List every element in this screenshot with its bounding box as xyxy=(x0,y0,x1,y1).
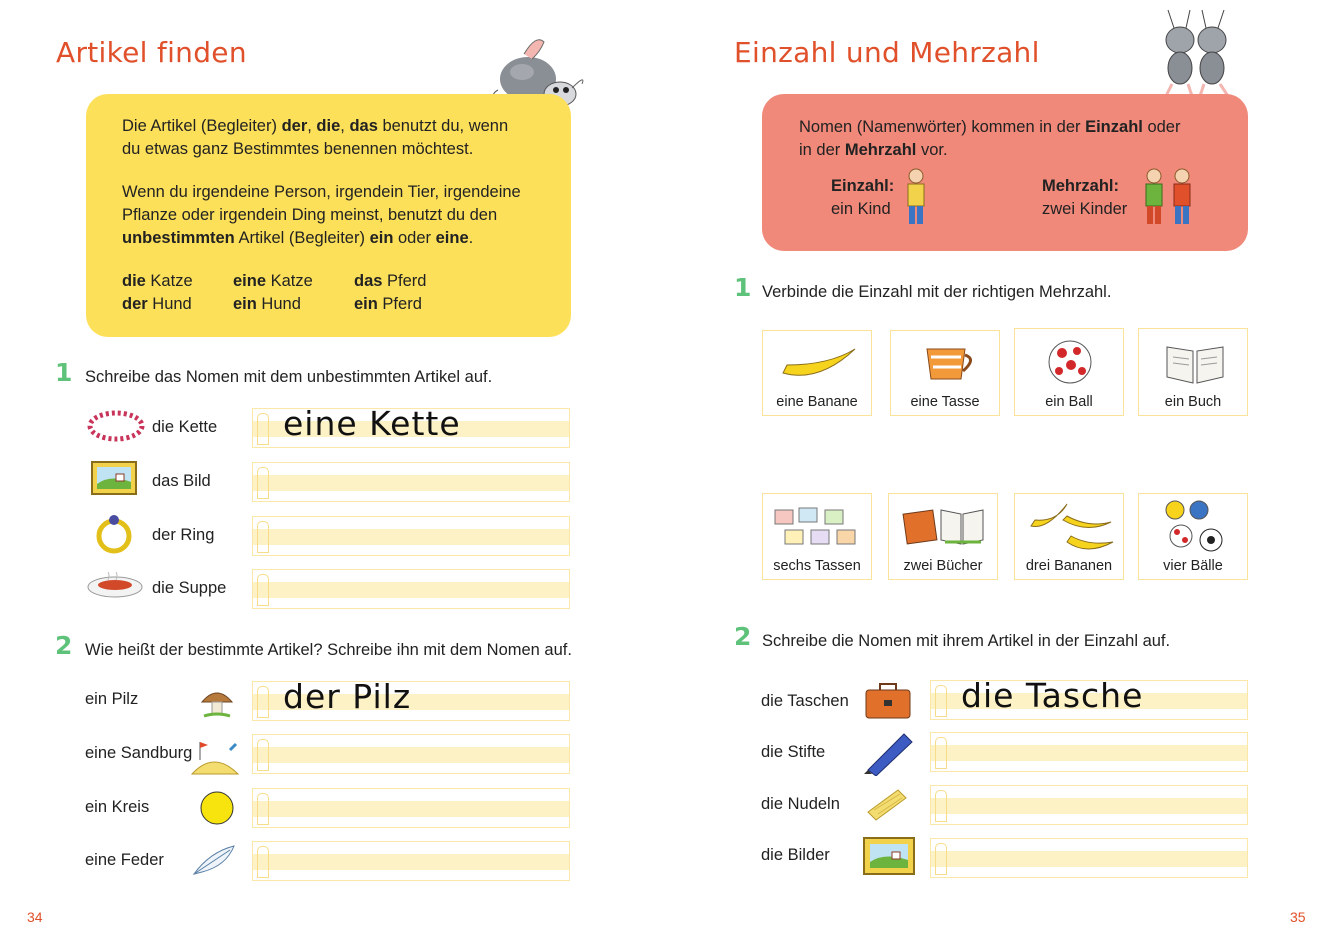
noun-item: eine Feder xyxy=(85,851,164,869)
example-noun: Pferd xyxy=(377,295,422,313)
info-text: oder xyxy=(1142,118,1181,136)
writing-line[interactable] xyxy=(930,785,1248,825)
noun-item: eine Sandburg xyxy=(85,744,193,762)
example-noun: Hund xyxy=(256,295,301,313)
writing-line[interactable] xyxy=(252,841,570,881)
right-page-title: Einzahl und Mehrzahl xyxy=(734,36,1040,69)
example-article: das xyxy=(354,272,383,290)
article-der: der xyxy=(281,117,308,135)
picture-frame-icon xyxy=(90,460,138,496)
task-number: 2 xyxy=(734,622,752,651)
info-text: in der xyxy=(799,141,845,159)
writing-line[interactable] xyxy=(252,516,570,556)
number-info-box xyxy=(762,94,1248,251)
writing-line[interactable] xyxy=(930,838,1248,878)
example-article: eine xyxy=(233,272,267,290)
example-article: ein xyxy=(354,295,378,313)
info-text: Artikel (Begleiter) xyxy=(234,229,370,247)
banana-icon xyxy=(779,343,859,383)
info-text: oder xyxy=(393,229,436,247)
card-label: zwei Bücher xyxy=(903,558,983,574)
example-article: die xyxy=(122,272,146,290)
singular-example xyxy=(831,175,894,221)
cups-icon xyxy=(771,504,867,550)
book-icon xyxy=(1163,341,1227,385)
writing-line[interactable] xyxy=(930,676,1248,720)
pen-icon xyxy=(862,728,916,776)
example-article: ein xyxy=(233,295,257,313)
card-singular[interactable] xyxy=(890,330,1000,416)
card-label: ein Ball xyxy=(1045,394,1093,410)
writing-line[interactable] xyxy=(252,734,570,774)
info-text: . xyxy=(468,229,474,247)
task-instruction: Wie heißt der bestimmte Artikel? Schreibe ihn mit dem Nomen auf. xyxy=(85,641,572,659)
noun-item: ein Kreis xyxy=(85,798,150,816)
writing-line[interactable] xyxy=(252,462,570,502)
info-text: Pflanze oder irgendein Ding meinst, benutzt du den xyxy=(122,206,498,224)
necklace-icon xyxy=(86,407,146,445)
noun-item: die Stifte xyxy=(761,743,826,761)
info-text: vor. xyxy=(916,141,948,159)
task-number: 1 xyxy=(734,273,752,302)
noun-item: die Suppe xyxy=(152,579,227,597)
page-number-left: 34 xyxy=(27,909,43,925)
card-plural[interactable] xyxy=(1014,493,1124,580)
plural-label: Mehrzahl: xyxy=(1042,177,1120,195)
singular-example-text: ein Kind xyxy=(831,200,891,218)
mushroom-icon xyxy=(198,684,236,720)
card-label: sechs Tassen xyxy=(773,558,861,574)
info-bold: unbestimmten xyxy=(122,229,235,247)
bananas-icon xyxy=(1027,500,1115,556)
card-plural[interactable] xyxy=(888,493,998,580)
ball-icon xyxy=(1047,339,1093,385)
card-label: eine Tasse xyxy=(910,394,980,410)
singular-label: Einzahl: xyxy=(831,177,895,195)
article-info-box xyxy=(86,94,571,337)
info-text: du etwas ganz Bestimmtes benennen möchtest. xyxy=(122,140,474,158)
info-paragraph-1 xyxy=(122,115,562,161)
card-singular[interactable] xyxy=(1014,328,1124,416)
picture-frame-icon xyxy=(862,836,916,876)
info-text: , xyxy=(340,117,350,135)
example-noun: Hund xyxy=(147,295,192,313)
info-paragraph-2 xyxy=(122,181,562,250)
books-icon xyxy=(901,504,987,548)
example-noun: Pferd xyxy=(382,272,427,290)
info-text: Die Artikel (Begleiter) xyxy=(122,117,282,135)
feather-icon xyxy=(190,842,238,878)
article-die: die xyxy=(316,117,341,135)
noun-item: der Ring xyxy=(152,526,215,544)
info-bold: Einzahl xyxy=(1085,118,1143,136)
writing-line[interactable] xyxy=(252,788,570,828)
info-paragraph xyxy=(799,116,1239,162)
task-instruction: Schreibe das Nomen mit dem unbestimmten Artikel auf. xyxy=(85,368,493,386)
example-noun: Katze xyxy=(266,272,313,290)
card-label: drei Bananen xyxy=(1025,558,1113,574)
writing-line[interactable] xyxy=(252,569,570,609)
noun-item: die Taschen xyxy=(761,692,849,710)
example-noun: Katze xyxy=(145,272,193,290)
children-icon xyxy=(1140,168,1198,230)
sandcastle-icon xyxy=(190,736,242,776)
card-label: eine Banane xyxy=(776,394,858,410)
plural-example-text: zwei Kinder xyxy=(1042,200,1128,218)
noun-item: die Nudeln xyxy=(761,795,840,813)
writing-line[interactable] xyxy=(252,677,570,721)
card-label: ein Buch xyxy=(1164,394,1222,410)
balls-icon xyxy=(1163,498,1227,554)
card-plural[interactable] xyxy=(1138,493,1248,580)
handwritten-answer: der Pilz xyxy=(283,677,412,716)
article-das: das xyxy=(349,117,378,135)
info-bold: ein xyxy=(369,229,394,247)
card-singular[interactable] xyxy=(762,330,872,416)
child-icon xyxy=(902,168,930,230)
left-page-title: Artikel finden xyxy=(56,36,247,69)
info-text: Wenn du irgendeine Person, irgendein Tier, irgendeine xyxy=(122,183,521,201)
yellow-circle-icon xyxy=(198,789,236,827)
ants-mascot-icon xyxy=(1150,6,1240,98)
task-number: 1 xyxy=(55,358,73,387)
noun-item: die Kette xyxy=(152,418,218,436)
example-article: der xyxy=(122,295,148,313)
plural-example xyxy=(1042,175,1127,221)
info-bold: eine xyxy=(435,229,469,247)
noun-item: das Bild xyxy=(152,472,211,490)
writing-line[interactable] xyxy=(252,404,570,448)
task-instruction: Verbinde die Einzahl mit der richtigen Mehrzahl. xyxy=(762,283,1112,301)
bag-icon xyxy=(862,680,914,720)
info-text: , xyxy=(307,117,317,135)
noun-item: die Bilder xyxy=(761,846,830,864)
handwritten-answer: die Tasche xyxy=(961,676,1144,715)
task-instruction: Schreibe die Nomen mit ihrem Artikel in der Einzahl auf. xyxy=(762,632,1171,650)
ring-icon xyxy=(92,512,136,554)
task-number: 2 xyxy=(55,631,73,660)
handwritten-answer: eine Kette xyxy=(283,404,461,443)
card-singular[interactable] xyxy=(1138,328,1248,416)
page-number-right: 35 xyxy=(1290,909,1306,925)
card-plural[interactable] xyxy=(762,493,872,580)
soup-bowl-icon xyxy=(86,572,144,602)
noun-item: ein Pilz xyxy=(85,690,139,708)
writing-line[interactable] xyxy=(930,732,1248,772)
pasta-icon xyxy=(864,786,910,822)
cup-icon xyxy=(921,345,979,385)
card-label: vier Bälle xyxy=(1163,558,1223,574)
info-text: benutzt du, wenn xyxy=(377,117,509,135)
info-text: Nomen (Namenwörter) kommen in der xyxy=(799,118,1086,136)
info-bold: Mehrzahl xyxy=(844,141,917,159)
